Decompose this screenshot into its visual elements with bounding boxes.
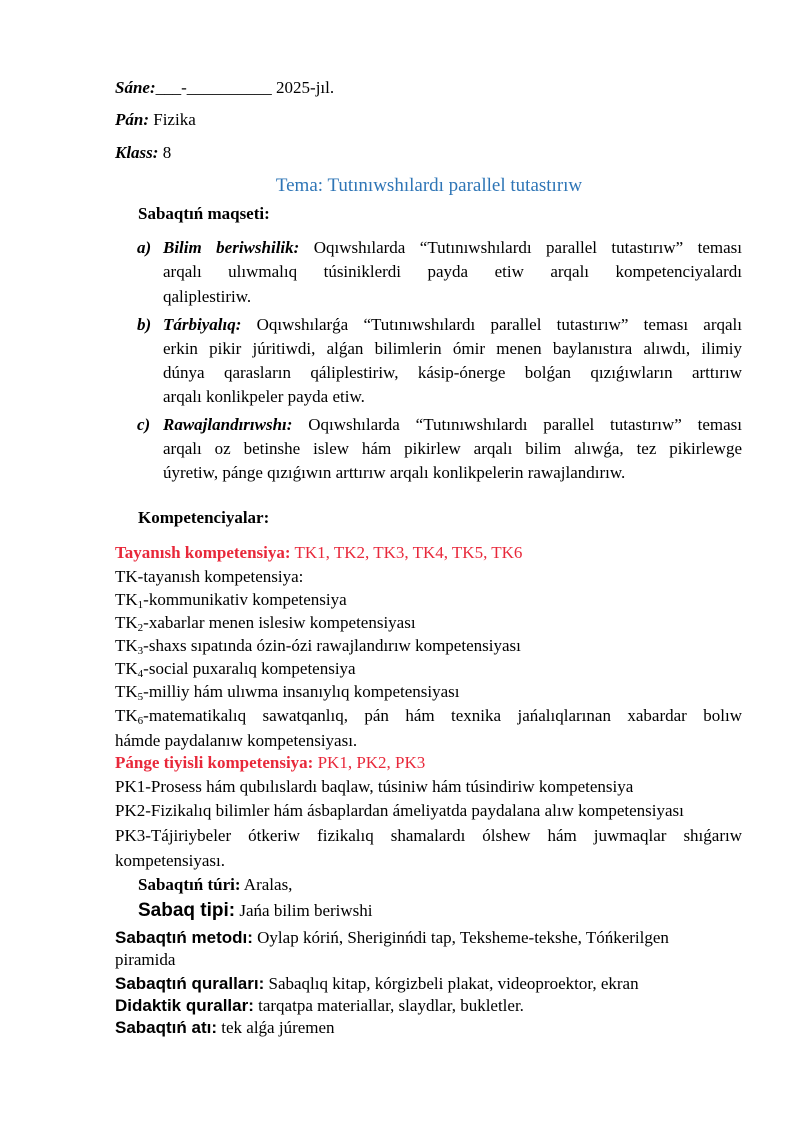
class-label: Klass: [115, 143, 159, 162]
goal-c-title: Rawajlandırıwshı: [163, 415, 293, 434]
goal-c-line-1: Rawajlandırıwshı: Oqıwshılarda “Tutınıwshılardı parallel tutastırıw” teması [163, 415, 743, 434]
lesson-didactic-line [115, 996, 524, 1016]
core-competency-codes: TK1, TK2, TK3, TK4, TK5, TK6 [290, 543, 523, 562]
core-item-1: $TK_1$-kommunikativ kompetensiya [115, 590, 347, 611]
core-item-4: $TK_4$-social puxaralıq kompetensiya [115, 659, 356, 680]
goal-c-marker: c) [137, 415, 151, 434]
goal-b-line-2: erkin pikir júritiwdi, alǵan bilimlerin ómir menen baylanıstıra alıwdı, ilimiy [163, 339, 742, 358]
lesson-motto-label: Sabaqtıń atı: [115, 1018, 218, 1037]
lesson-kind-value: Aralas, [240, 875, 293, 894]
goal-c-line-3: úyretiw, pánge qızıǵıwın arttırıw arqalı konlikpelerin rawajlandırıw. [163, 463, 626, 482]
core-item-3: $TK_3$-shaxs sıpatında ózin-ózi rawajlandırıw kompetensiyası [115, 636, 521, 657]
goal-a-line-3: qaliplestiriw. [163, 287, 252, 306]
lesson-topic: Tema: Tutınıwshılardı parallel tutastırıw [275, 175, 583, 196]
date-year: 2025-jıl. [271, 78, 335, 97]
lesson-tools-label: Sabaqtıń quralları: [115, 974, 265, 993]
class-line [115, 143, 171, 163]
goal-b-line-4: arqalı konlikpeler payda etiw. [163, 387, 365, 406]
lesson-kind-line [138, 875, 292, 895]
date-label: Sáne: [115, 78, 156, 97]
core-item-6: $TK_6$-matematikalıq sawatqanlıq, pán hám texnika jańalıqlarınan xabardar bolıw [115, 706, 742, 727]
lesson-method-value: Oylap kóriń, Sheriginńdi tap, Teksheme-tekshe, Tóńkerilgen [252, 928, 669, 947]
lesson-motto-line [115, 1018, 335, 1038]
subject-competency-label: Pánge tiyisli kompetensiya: [115, 753, 314, 772]
lesson-method-line [115, 928, 669, 948]
core-competency-intro: TK-tayanısh kompetensiya: [115, 567, 304, 586]
core-competency-line [115, 543, 522, 563]
core-competency-label: Tayanısh kompetensiya: [115, 543, 291, 562]
goal-a-title: Bilim beriwshilik: [163, 238, 300, 257]
goal-b-line-3: dúnya qarasların qáliplestiriw, kásip-ónerge bolǵan qızıǵıwların arttırıw [163, 363, 742, 382]
core-item-5: $TK_5$-milliy hám ulıwma insanıylıq kompetensiyası [115, 682, 460, 703]
lesson-method-cont: piramida [115, 950, 176, 969]
goal-b-line-1: Tárbiyalıq: Oqıwshılarǵa “Tutınıwshılardı parallel tutastırıw” teması arqalı [163, 315, 743, 334]
subject-competency-codes: PK1, PK2, PK3 [313, 753, 426, 772]
lesson-type-line [138, 900, 373, 922]
subject-line [115, 110, 196, 130]
lesson-didactic-label: Didaktik qurallar: [115, 996, 254, 1015]
goals-heading: Sabaqtıń maqseti: [138, 204, 270, 223]
subject-label: Pán: [115, 110, 149, 129]
subject-item-3: PK3-Tájiriybeler ótkeriw fizikalıq shamalardı ólshew hám juwmaqlar shıǵarıw [115, 826, 742, 845]
lesson-type-value: Jańa bilim beriwshi [235, 901, 373, 920]
goal-b-marker: b) [137, 315, 152, 334]
subject-value: Fizika [149, 110, 196, 129]
lesson-type-label: Sabaq tipi: [138, 900, 236, 921]
date-blank: ___-__________ [155, 78, 272, 97]
goal-a-marker: a) [137, 238, 152, 257]
lesson-kind-label: Sabaqtıń túri: [138, 875, 241, 894]
lesson-motto-value: tek alǵa júremen [217, 1018, 335, 1037]
competencies-heading: Kompetenciyalar: [138, 508, 270, 527]
lesson-method-label: Sabaqtıń metodı: [115, 928, 253, 947]
goal-a-line-2: arqalı ulıwmalıq túsiniklerdi payda etiw arqalı kompetenciyalardı [163, 262, 742, 281]
goal-c-line-2: arqalı oz betinshe islew hám pikirlew arqalı bilim alıwǵa, tez pikirlewge [163, 439, 742, 458]
goal-a-line-1: Bilim beriwshilik: Oqıwshılarda “Tutınıwshılardı parallel tutastırıw” teması [163, 238, 743, 257]
goal-b-title: Tárbiyalıq: [163, 315, 242, 334]
subject-item-2: PK2-Fizikalıq bilimler hám ásbaplardan ámeliyatda paydalana alıw kompetensiyası [115, 801, 684, 820]
core-item-6-cont: hámde paydalanıw kompetensiyası. [115, 731, 358, 750]
lesson-tools-line [115, 974, 639, 994]
class-value: 8 [158, 143, 172, 162]
lesson-didactic-value: tarqatpa materiallar, slaydlar, bukletler. [253, 996, 524, 1015]
subject-competency-line [115, 753, 425, 773]
subject-item-1: PK1-Prosess hám qubılıslardı baqlaw, túsiniw hám túsindiriw kompetensiya [115, 777, 634, 796]
date-line [115, 78, 334, 98]
lesson-tools-value: Sabaqlıq kitap, kórgizbeli plakat, videoproektor, ekran [264, 974, 639, 993]
subject-item-3-cont: kompetensiyası. [115, 851, 226, 870]
core-item-2: $TK_2$-xabarlar menen islesiw kompetensiyası [115, 613, 416, 634]
